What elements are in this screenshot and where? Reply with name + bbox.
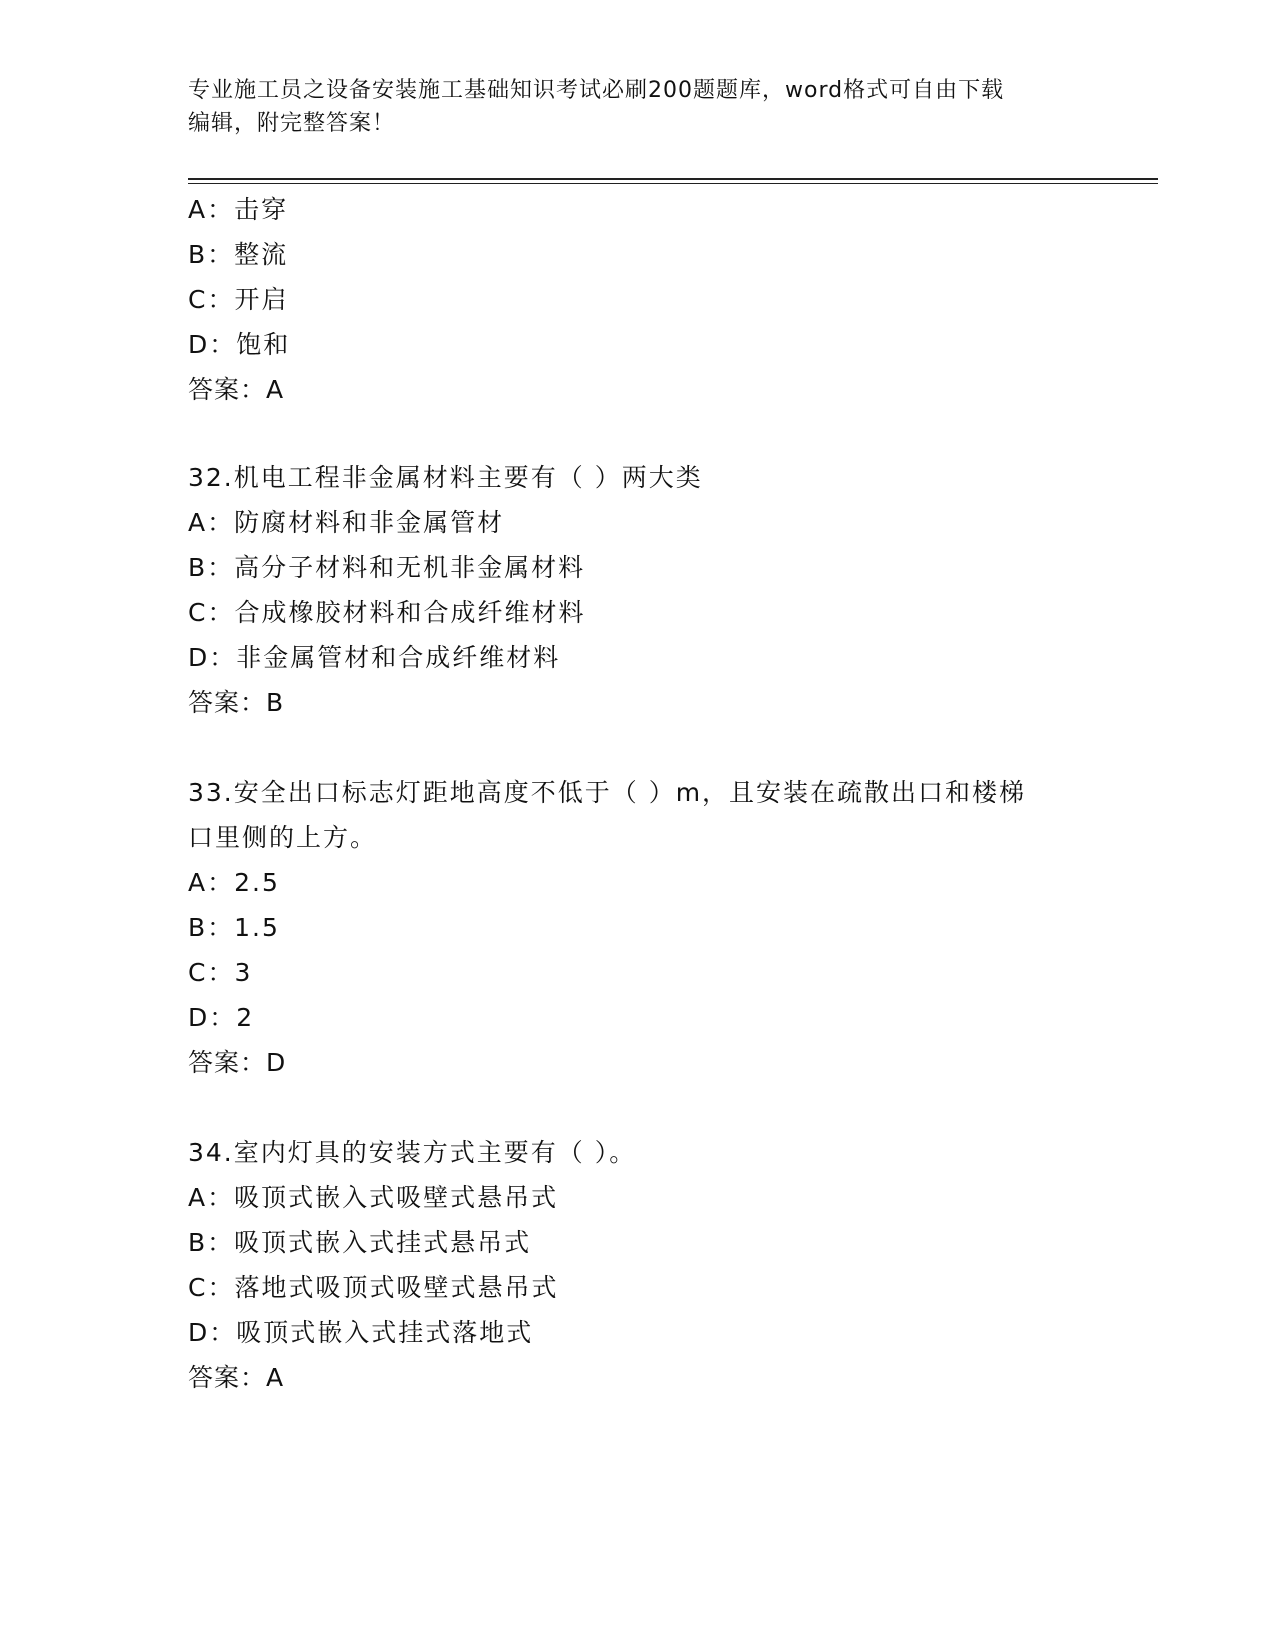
q32-option-a: A：防腐材料和非金属管材 [188,508,505,537]
q34-option-d: D：吸顶式嵌入式挂式落地式 [188,1318,534,1347]
q34-option-a: A：吸顶式嵌入式吸壁式悬吊式 [188,1183,559,1212]
q31-option-c: C：开启 [188,285,289,314]
header-title-line-2: 编辑，附完整答案！ [188,111,396,136]
q33-option-b: B：1.5 [188,913,280,942]
q33-answer: 答案：D [188,1048,287,1077]
q33-option-c: C：3 [188,958,253,987]
q34-option-b: B：吸顶式嵌入式挂式悬吊式 [188,1228,532,1257]
q32-option-c: C：合成橡胶材料和合成纤维材料 [188,598,586,627]
q32-question: 32.机电工程非金属材料主要有（ ）两大类 [188,463,703,492]
document-header [188,74,1088,140]
q32-option-d: D：非金属管材和合成纤维材料 [188,643,561,672]
header-divider-thick [188,178,1158,180]
q33-option-d: D：2 [188,1003,255,1032]
header-divider-thin [188,183,1158,184]
q34-question: 34.室内灯具的安装方式主要有（ ）。 [188,1138,637,1167]
q33-question-line-2: 口里侧的上方。 [188,823,378,852]
q32-option-b: B：高分子材料和无机非金属材料 [188,553,586,582]
q33-question-line-1: 33.安全出口标志灯距地高度不低于（ ）m，且安装在疏散出口和楼梯 [188,778,1027,807]
header-title-line-1: 专业施工员之设备安装施工基础知识考试必刷200题题库，word格式可自由下载 [188,78,1005,103]
q34-answer: 答案：A [188,1363,285,1392]
q31-answer: 答案：A [188,375,285,404]
q33-option-a: A：2.5 [188,868,280,897]
q34-option-c: C：落地式吸顶式吸壁式悬吊式 [188,1273,559,1302]
q31-option-b: B：整流 [188,240,289,269]
q31-option-a: A：击穿 [188,195,289,224]
q32-answer: 答案：B [188,688,285,717]
q31-option-d: D：饱和 [188,330,291,359]
